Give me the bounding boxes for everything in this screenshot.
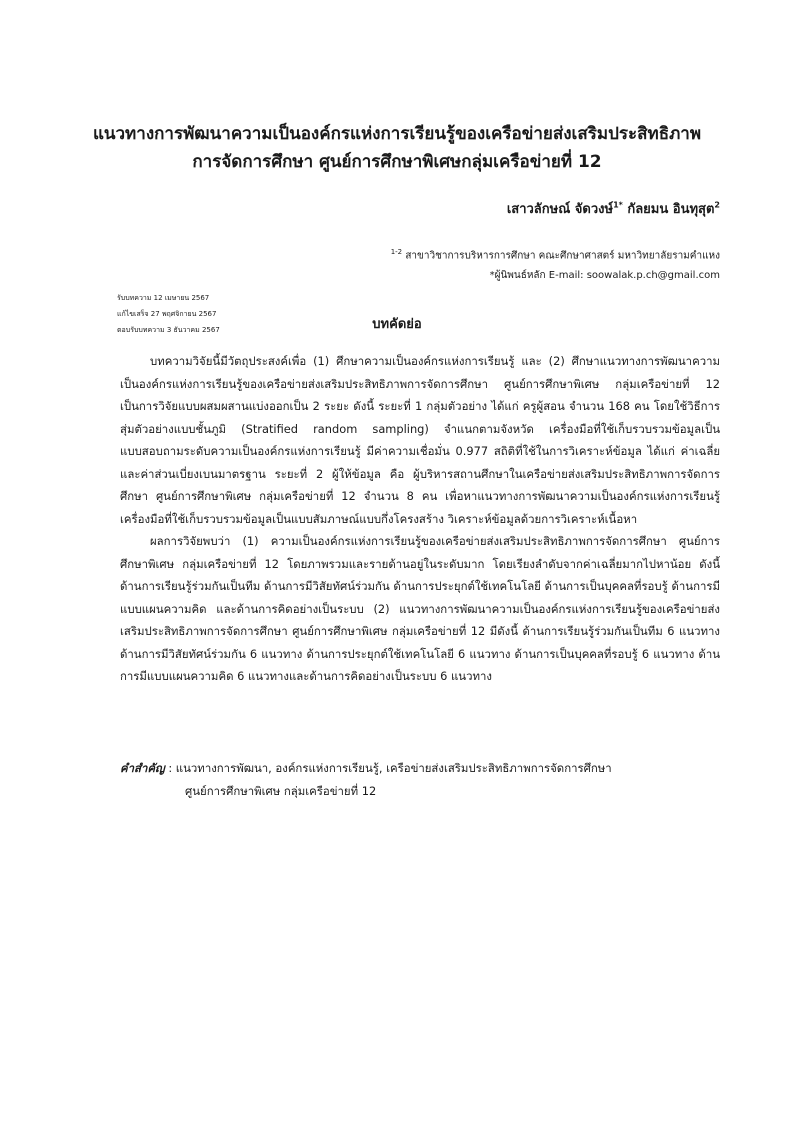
author-2-name: กัลยมน อินทุสุต [627,202,715,217]
date-accepted: ตอบรับบทความ 3 ธันวาคม 2567 [117,326,220,334]
corresponding-author: *ผู้นิพนธ์หลัก E-mail: soowalak.p.ch@gmail.com [489,270,720,281]
affiliation-text: สาขาวิชาการบริหารการศึกษา คณะศึกษาศาสตร์ มหาวิทยาลัยรามคำแหง [405,250,720,262]
abstract-heading: บทคัดย่อ [372,317,422,332]
affiliation-mark: 1-2 [390,248,403,256]
keywords-label: คำสำคัญ [120,761,165,775]
author-2-mark: 2 [714,200,720,210]
author-1-name: เสาวลักษณ์ จัดวงษ์ [506,202,614,217]
keywords-line-2: ศูนย์การศึกษาพิเศษ กลุ่มเครือข่ายที่ 12 [185,783,377,798]
abstract-body [120,350,720,688]
affiliation-department [391,248,720,263]
abstract-paragraph-2: ผลการวิจัยพบว่า (1) ความเป็นองค์กรแห่งการเรียนรู้ของเครือข่ายส่งเสริมประสิทธิภาพการจัดการศึกษา ศูนย์การศึกษาพิเศษ กลุ่มเครือข่ายที่ 12 โดยภาพรวมและรายด้านอยู่ในระดับมาก โดยเรียงลำดับจากค่าเฉลี่ยมากไปหาน้อย ดังนี้ ด้านการเรียนรู้ร่วมกันเป็นทีม ด้านการมีวิสัยทัศน์ร่วมกัน ด้านการประยุกต์ใช้เทคโนโลยี ด้านการเป็นบุคคลที่รอบรู้ ด้านการมีแบบแผนความคิด และด้านการคิดอย่างเป็นระบบ (2) แนวทางการพัฒนาความเป็นองค์กรแห่งการเรียนรู้ของเครือข่ายส่งเสริมประสิทธิภาพการจัดการศึกษา ศูนย์การศึกษาพิเศษ กลุ่มเครือข่ายที่ 12 มีดังนี้ ด้านการเรียนรู้ร่วมกันเป็นทีม 6 แนวทาง ด้านการมีวิสัยทัศน์ร่วมกัน 6 แนวทาง ด้านการประยุกต์ใช้เทคโนโลยี 6 แนวทาง ด้านการเป็นบุคคลที่รอบรู้ 6 แนวทาง ด้านการมีแบบแผนความคิด 6 แนวทางและด้านการคิดอย่างเป็นระบบ 6 แนวทาง [120,534,720,683]
date-received: รับบทความ 12 เมษายน 2567 [117,294,210,302]
author-1-mark: 1* [613,200,623,210]
author-line [507,198,720,219]
keywords-line-1: : แนวทางการพัฒนา, องค์กรแห่งการเรียนรู้, เครือข่ายส่งเสริมประสิทธิภาพการจัดการศึกษา [168,761,612,775]
abstract-paragraph-1: บทความวิจัยนี้มีวัตถุประสงค์เพื่อ (1) ศึกษาความเป็นองค์กรแห่งการเรียนรู้ และ (2) ศึกษาแนวทางการพัฒนาความเป็นองค์กรแห่งการเรียนรู้ของเครือข่ายส่งเสริมประสิทธิภาพการจัดการศึกษา ศูนย์การศึกษาพิเศษ กลุ่มเครือข่ายที่ 12 เป็นการวิจัยแบบผสมผสานแบ่งออกเป็น 2 ระยะ ดังนี้ ระยะที่ 1 กลุ่มตัวอย่าง ได้แก่ ครูผู้สอน จำนวน 168 คน โดยใช้วิธีการสุ่มตัวอย่างแบบชั้นภูมิ (Stratified random sampling) จำแนกตามจังหวัด เครื่องมือที่ใช้เก็บรวบรวมข้อมูลเป็นแบบสอบถามระดับความเป็นองค์กรแห่งการเรียนรู้ มีค่าความเชื่อมั่น 0.977 สถิติที่ใช้ในการวิเคราะห์ข้อมูล ได้แก่ ค่าเฉลี่ยและค่าส่วนเบี่ยงเบนมาตรฐาน ระยะที่ 2 ผู้ให้ข้อมูล คือ ผู้บริหารสถานศึกษาในเครือข่ายส่งเสริมประสิทธิภาพการจัดการศึกษา ศูนย์การศึกษาพิเศษ กลุ่มเครือข่ายที่ 12 จำนวน 8 คน เพื่อหาแนวทางการพัฒนาความเป็นองค์กรแห่งการเรียนรู้ เครื่องมือที่ใช้เก็บรวบรวมข้อมูลเป็นแบบสัมภาษณ์แบบกึ่งโครงสร้าง วิเคราะห์ข้อมูลด้วยการวิเคราะห์เนื้อหา [120,354,720,526]
paper-title-line-1: แนวทางการพัฒนาความเป็นองค์กรแห่งการเรียนรู้ของเครือข่ายส่งเสริมประสิทธิภาพ [92,124,702,144]
paper-title-line-2: การจัดการศึกษา ศูนย์การศึกษาพิเศษกลุ่มเครือข่ายที่ 12 [192,152,602,172]
keywords-block [120,757,720,802]
date-revised: แก้ไขเสร็จ 27 พฤศจิกายน 2567 [117,310,217,318]
